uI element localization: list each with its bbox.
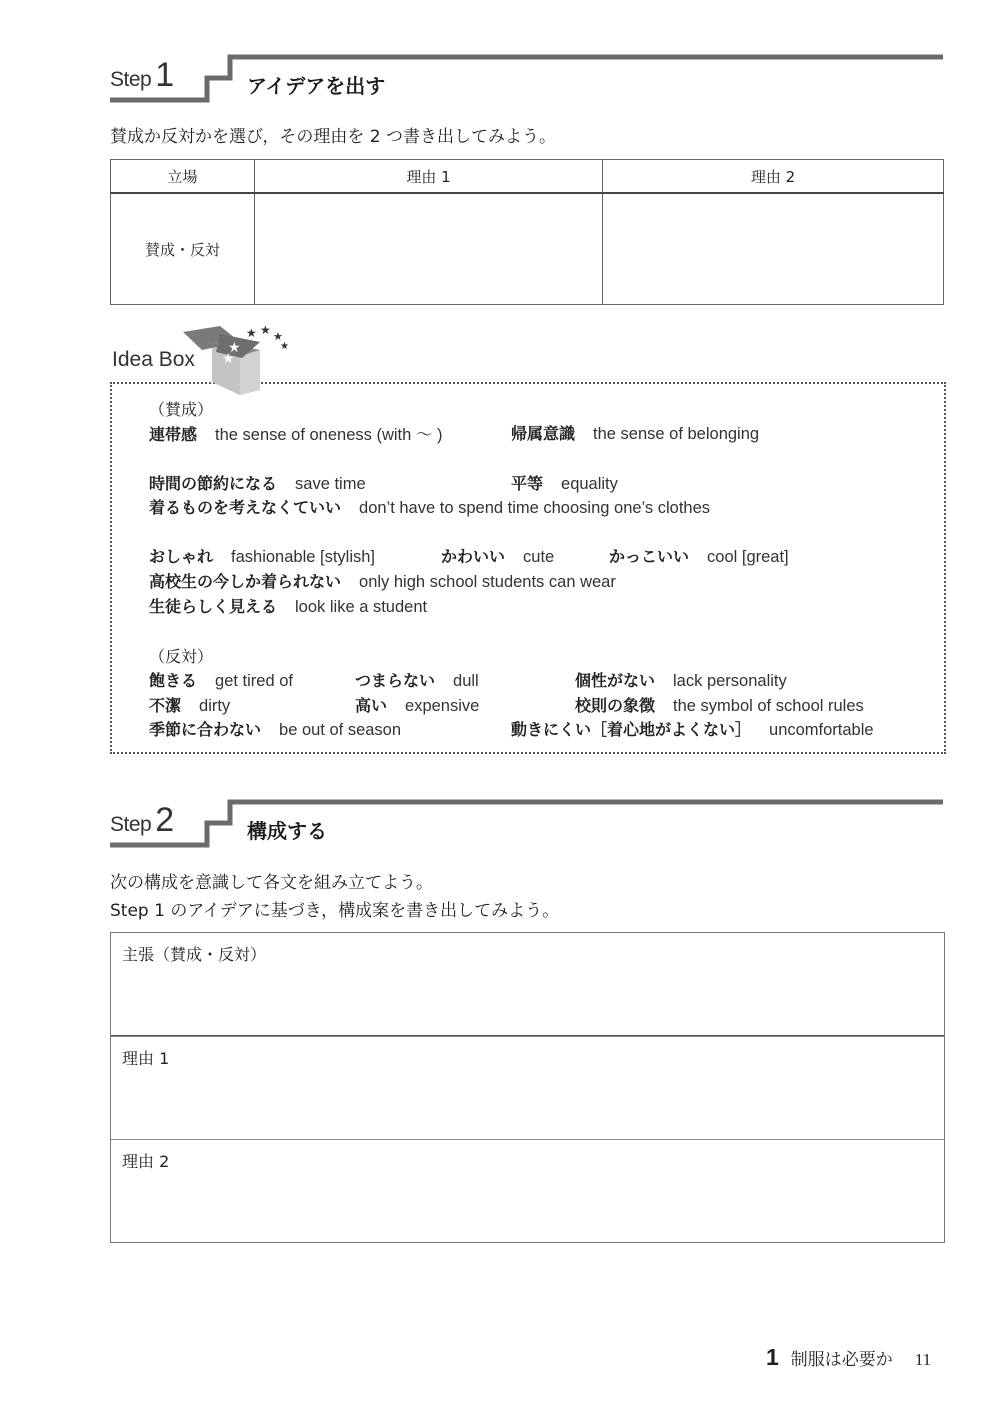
list-item: かわいい cute [441,547,555,566]
list-item: 時間の節約になる save time [149,474,366,493]
list-item: 飽きる get tired of [149,671,293,690]
list-item: 個性がない lack personality [575,671,787,690]
step1-title: アイデアを出す [247,74,386,98]
table-header-row [111,160,944,194]
step1-instruction: 賛成か反対かを選び，その理由を 2 つ書き出してみよう。 [110,127,556,147]
header-reason2: 理由 2 [603,160,944,194]
list-item: 動きにくい［着心地がよくない］ uncomfortable [511,720,874,739]
step-word: Step [110,813,152,836]
list-item: 帰属意識 the sense of belonging [511,424,760,443]
position-reasons-table [110,159,944,305]
plan-row-reason2[interactable] [111,1139,944,1242]
plan-row-claim[interactable] [111,933,944,1036]
svg-text:★: ★ [280,341,289,352]
reason2-cell[interactable] [603,193,944,305]
step-word: Step [110,68,152,91]
list-item: かっこいい cool [great] [609,547,789,566]
table-row [111,193,944,305]
plan-label: 主張（賛成・反対） [122,945,267,964]
header-position: 立場 [111,160,255,194]
plan-label: 理由 2 [122,1152,170,1171]
list-item: 高い expensive [355,696,480,715]
step2-label [110,801,174,840]
list-item: おしゃれ fashionable [stylish] [149,547,376,566]
con-heading: （反対） [149,647,214,666]
open-box-with-stars-icon [180,320,295,395]
list-item: つまらない dull [355,671,479,690]
list-item: 連帯感 the sense of oneness (with ～ ) [149,425,443,444]
pro-heading: （賛成） [149,400,214,419]
svg-text:★: ★ [246,326,257,340]
chapter-number: 1 [766,1344,779,1370]
header-reason1: 理由 1 [255,160,603,194]
reason1-cell[interactable] [255,193,603,305]
idea-box-title: Idea Box [112,348,195,371]
list-item: 不潔 dirty [149,696,231,715]
list-item: 平等 equality [511,474,618,493]
step-number: 1 [155,56,175,94]
step2-title: 構成する [247,819,327,843]
plan-row-reason1[interactable] [111,1036,944,1139]
list-item: 着るものを考えなくていい don’t have to spend time choosing one’s clothes [149,498,711,517]
list-item: 高校生の今しか着られない only high school students can wear [149,572,616,591]
svg-text:★: ★ [228,340,241,356]
list-item: 季節に合わない be out of season [149,720,402,739]
step1-label [110,56,174,95]
list-item: 校則の象徴 the symbol of school rules [575,696,864,715]
list-item: 生徒らしく見える look like a student [149,597,428,616]
page-footer [766,1344,931,1371]
plan-label: 理由 1 [122,1049,170,1068]
step2-instruction-line2: Step 1 のアイデアに基づき，構成案を書き出してみよう。 [110,901,560,921]
position-cell: 賛成・反対 [111,193,255,305]
outline-plan-box [110,932,945,1243]
svg-text:★: ★ [260,323,271,337]
step-number: 2 [155,801,175,839]
chapter-title: 制服は必要か [790,1350,893,1370]
svg-text:★: ★ [222,351,235,367]
step2-instruction-line1: 次の構成を意識して各文を組み立てよう。 [110,873,433,893]
svg-text:★: ★ [273,330,283,343]
page-number: 11 [914,1350,932,1369]
